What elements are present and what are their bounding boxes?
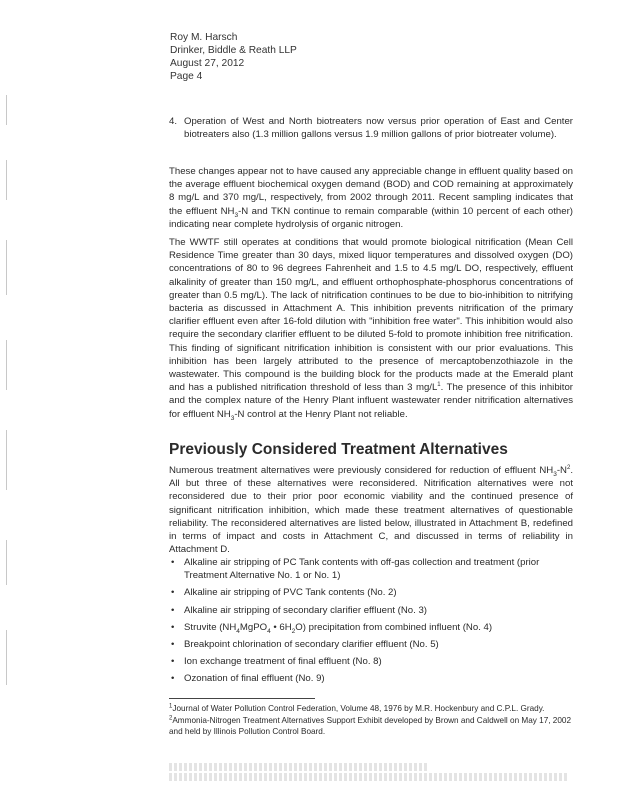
recipient-firm: Drinker, Biddle & Reath LLP xyxy=(170,45,297,56)
para3-text: Numerous treatment alternatives were previously considered for reduction of effluent NH xyxy=(169,465,554,476)
item-number: 4. xyxy=(169,116,178,127)
bullet-icon: • xyxy=(171,656,175,668)
bullet-icon: • xyxy=(171,621,175,633)
page-number: Page 4 xyxy=(170,71,203,82)
margin-mark xyxy=(6,240,7,295)
margin-mark xyxy=(6,540,7,585)
margin-mark xyxy=(6,630,7,685)
subscript: 3 xyxy=(230,414,235,422)
footnotes xyxy=(169,703,573,738)
footnote-1: $^1$Journal of Water Pollution Control Federation, Volume 48, 1976 by M.R. Hockenbury and C.P.L. Grady. xyxy=(169,703,545,713)
alternatives-list xyxy=(169,556,573,690)
footnote-2: $^2$Ammonia-Nitrogen Treatment Alternatives Support Exhibit developed by Brown and Caldwell on May 17, 2002 and held by Illinois Pollution Control Board. xyxy=(169,715,572,736)
paragraph-alternatives-intro xyxy=(169,464,573,556)
subscript: 3 xyxy=(553,470,557,478)
letter-date: August 27, 2012 xyxy=(170,58,245,69)
section-heading: Previously Considered Treatment Alternatives xyxy=(169,441,508,458)
item-text: Operation of West and North biotreaters now versus prior operation of East and Center biotreaters also (1.3 million gallons versus 1.9 million gallons of prior biotreater volume). xyxy=(184,116,573,141)
list-item: • Alkaline air stripping of PC Tank contents with off-gas collection and treatment (prior Treatment Alternative No. 1 or No. 1) xyxy=(171,557,540,582)
recipient-name: Roy M. Harsch xyxy=(170,32,238,43)
para1-text-cont: -N and TKN continue to remain comparable (within 10 percent of each other) indicating near complete hydrolysis of organic nitrogen. xyxy=(169,205,573,230)
footnote-ref-1[interactable]: 1 xyxy=(437,382,441,389)
bullet-icon: • xyxy=(171,604,175,616)
letter-header xyxy=(170,31,297,83)
para2-text: The WWTF still operates at conditions that would promote biological nitrification (Mean Cell Residence Time greater than 30 days, mixed liquor temperatures and dissolved oxygen (DO) concentrations of 80 to 96 degrees Fahrenheit and 1.5 to 4.5 mg/L DO, respectively, effluent alkalinity of greater than 150 mg/L, and effluent orthophosphate-phosphorus concentrations of greater than 0.5 mg/L). The lack of nitrification continues to be due to bio-inhibition to nitrifying bacteria as discussed in Attachment A. This inhibition prevents nitrification of the primary clarifier effluent even after 16-fold dilution with "inhibition free water". This inhibition would also require the secondary clarifier effluent to be diluted 5-fold to promote inhibition free nitrification. This finding of significant nitrification inhibition is consistent with our prior evaluations. This inhibition has been largely attributed to the presence of mercaptobenzothiazole in the wastewater. This compound is the building block for the products made at the Emerald plant and has a published nitrification threshold of less than 3 mg/L xyxy=(169,237,573,394)
bullet-icon: • xyxy=(171,673,175,685)
list-item: • Struvite ($NH_4MgPO_4$ • $6H_2O$) precipitation from combined influent (No. 4) xyxy=(171,621,493,635)
list-item: • Ion exchange treatment of final effluent (No. 8) xyxy=(171,656,382,668)
bullet-icon: • xyxy=(171,639,175,651)
footnote-divider xyxy=(169,698,315,699)
paragraph-effluent-quality xyxy=(169,165,573,231)
para3-text-cont: . All but three of these alternatives were reconsidered. Nitrification alternatives were not reconsidered due to their prior poor economic viability and the continued presence of significant nitrification inhibition, which made these treatment alternatives of questionable reliability. The reconsidered alternatives are listed below, illustrated in Attachment B, redefined in terms of impact and costs in Attachment C, and discussed in terms of reliability in Attachment D. xyxy=(169,465,573,556)
margin-mark xyxy=(6,160,7,200)
para1-text: These changes appear not to have caused any appreciable change in effluent quality based on the average effluent biochemical oxygen demand (BOD) and COD remaining at approximately 8 mg/L and 370 mg/L, respectively, from 2002 through 2011. Recent sampling indicates that the effluent NH xyxy=(169,166,573,217)
para2-text-end: -N control at the Henry Plant not reliable. xyxy=(234,408,408,420)
list-item: • Alkaline air stripping of PVC Tank contents (No. 2) xyxy=(171,587,397,599)
para3-text: -N xyxy=(556,465,567,476)
margin-mark xyxy=(6,340,7,390)
watermark xyxy=(169,763,589,781)
para2-text-cont: . The presence of this inhibitor and the complex nature of the Henry Plant influent wastewater render nitrification alternatives for effluent NH xyxy=(169,382,573,420)
list-item: • Breakpoint chlorination of secondary clarifier effluent (No. 5) xyxy=(171,639,439,651)
subscript: 3 xyxy=(234,211,239,219)
bullet-icon: • xyxy=(171,587,175,599)
margin-mark xyxy=(6,430,7,490)
margin-mark xyxy=(6,95,7,125)
footnote-ref-2[interactable]: 2 xyxy=(566,464,571,471)
numbered-item xyxy=(169,115,573,141)
paragraph-nitrification xyxy=(169,236,573,421)
list-item: • Alkaline air stripping of secondary clarifier effluent (No. 3) xyxy=(171,604,427,616)
list-item: • Ozonation of final effluent (No. 9) xyxy=(171,673,325,685)
bullet-icon: • xyxy=(171,557,175,568)
